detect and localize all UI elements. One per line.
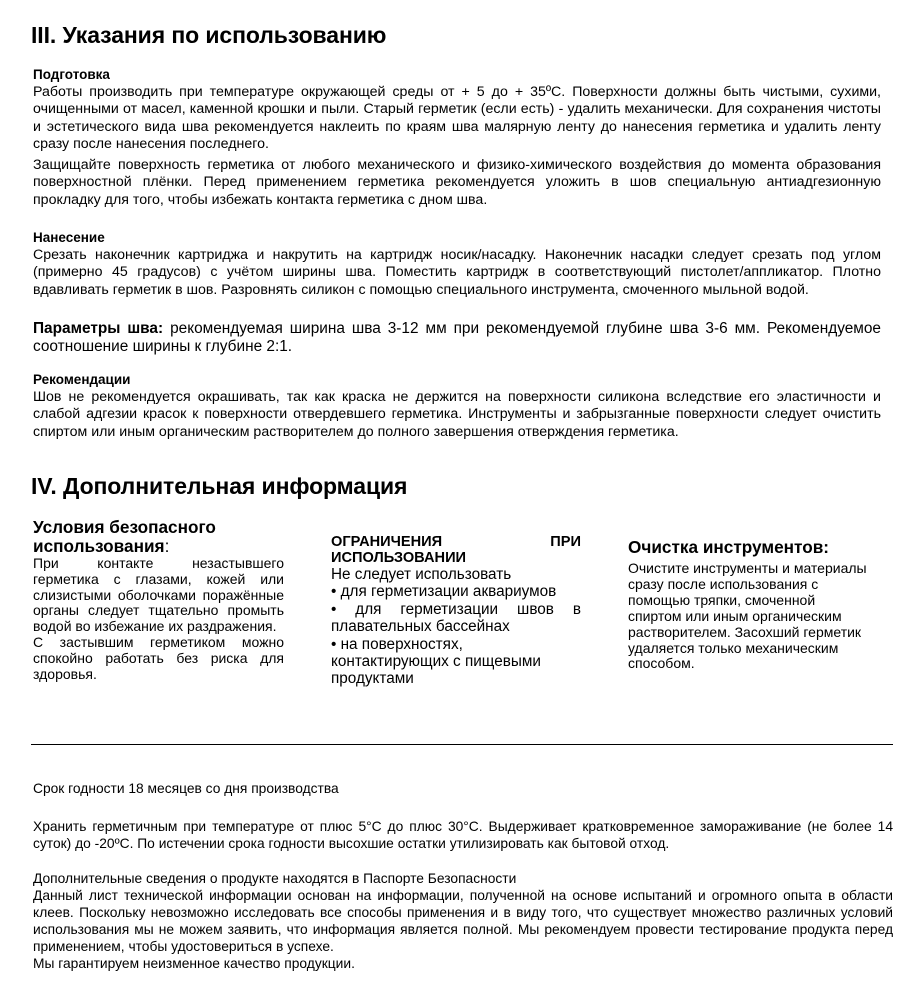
preparation-block <box>33 66 881 209</box>
section-3-title: III. Указания по использованию <box>31 22 387 48</box>
guarantee-text: Мы гарантируем неизменное качество продукции. <box>33 956 355 971</box>
application-block <box>33 229 881 299</box>
limitation-item: • для герметизации аквариумов <box>331 583 557 601</box>
limitations-column <box>331 534 581 688</box>
preparation-heading: Подготовка <box>33 67 110 82</box>
section-4-title: IV. Дополнительная информация <box>31 473 408 499</box>
additional-info-block <box>33 870 893 972</box>
storage-text: Хранить герметичным при температуре от плюс 5°С до плюс 30°С. Выдерживает кратковременное замораживание (не более 14 суток) до -20ºС. По истечении срока годности высохшие остатки утилизировать как бытовой отход. <box>33 819 893 851</box>
application-heading: Нанесение <box>33 230 105 245</box>
seam-parameters-text: рекомендуемая ширина шва 3-12 мм при рекомендуемой глубине шва 3-6 мм. Рекомендуемое соотношение ширины к глубине 2:1. <box>33 320 881 355</box>
recommendations-heading: Рекомендации <box>33 372 131 387</box>
safety-paragraph-1: При контакте незастывшего герметика с глазами, кожей или слизистыми оболочками поражённые органы следует тщательно промыть водой во избежание их раздражения. <box>33 555 284 635</box>
recommendations-paragraph: Шов не рекомендуется окрашивать, так как краска не держится на поверхности силикона вследствие его эластичности и слабой адгезии красок к поверхности отвердевшего герметика. Инструменты и забрызганные поверхности следует очистить спиртом или иным органическим растворителем до полного завершения отверждения герметика. <box>33 388 881 440</box>
preparation-paragraph-1: Работы производить при температуре окружающей среды от + 5 до + 35ºС. Поверхности должны быть чистыми, сухими, очищенными от масел, каменной крошки и пыли. Старый герметик (если есть) - удалить механически. Для сохранения чистоты и эстетического вида шва рекомендуется наклеить по краям шва малярную ленту до нанесения герметика и удалить ленту сразу после нанесения последнего. <box>33 83 881 152</box>
cleaning-heading: Очистка инструментов: <box>628 537 829 557</box>
recommendations-block <box>33 371 881 441</box>
limitation-item: • для герметизации швов в плавательных бассейнах <box>331 600 581 636</box>
limitations-intro: Не следует использовать <box>331 566 512 583</box>
safety-heading: Условия безопасного использования: <box>33 517 216 556</box>
limitation-item: • на поверхностях, контактирующих с пищевыми продуктами <box>331 635 541 688</box>
cleaning-paragraph: Очистите инструменты и материалы сразу после использования с помощью тряпки, смоченной спиртом или иным органическим растворителем. Засохший герметик удаляется только механическим способом. <box>628 560 867 672</box>
safety-paragraph-2: С застывшим герметиком можно спокойно работать без риска для здоровья. <box>33 633 284 682</box>
seam-parameters-block <box>33 320 881 356</box>
application-paragraph: Срезать наконечник картриджа и накрутить на картридж носик/насадку. Наконечник насадки следует срезать под углом (примерно 45 градусов) с учётом ширины шва. Поместить картридж в соответствующий пистолет/аппликатор. Плотно вдавливать герметик в шов. Разровнять силикон с помощью специального инструмента, смоченного мыльной водой. <box>33 246 881 298</box>
preparation-paragraph-2: Защищайте поверхность герметика от любого механического и физико-химического воздействия до момента образования поверхностной плёнки. Перед применением герметика рекомендуется уложить в шов специальную антиадгезионную прокладку для того, чтобы избежать контакта герметика с дном шва. <box>33 156 881 208</box>
limitations-heading: ОГРАНИЧЕНИЯ ПРИ ИСПОЛЬЗОВАНИИ <box>331 534 581 566</box>
seam-parameters-label: Параметры шва: <box>33 320 164 337</box>
safety-column <box>33 518 284 682</box>
cleaning-column <box>628 537 868 672</box>
disclaimer-text: Данный лист технической информации основан на информации, полученной на основе испытаний и огромного опыта в области клеев. Поскольку невозможно исследовать все способы применения и в виду того, что существует множество различных условий использования мы не можем заявить, что информация является полной. Мы рекомендуем провести тестирование продукта перед применением, чтобы удостовериться в успехе. <box>33 888 893 954</box>
safety-passport-note: Дополнительные сведения о продукте находятся в Паспорте Безопасности <box>33 871 517 886</box>
divider-line <box>31 744 893 745</box>
shelf-life-text: Срок годности 18 месяцев со дня производства <box>33 781 339 796</box>
